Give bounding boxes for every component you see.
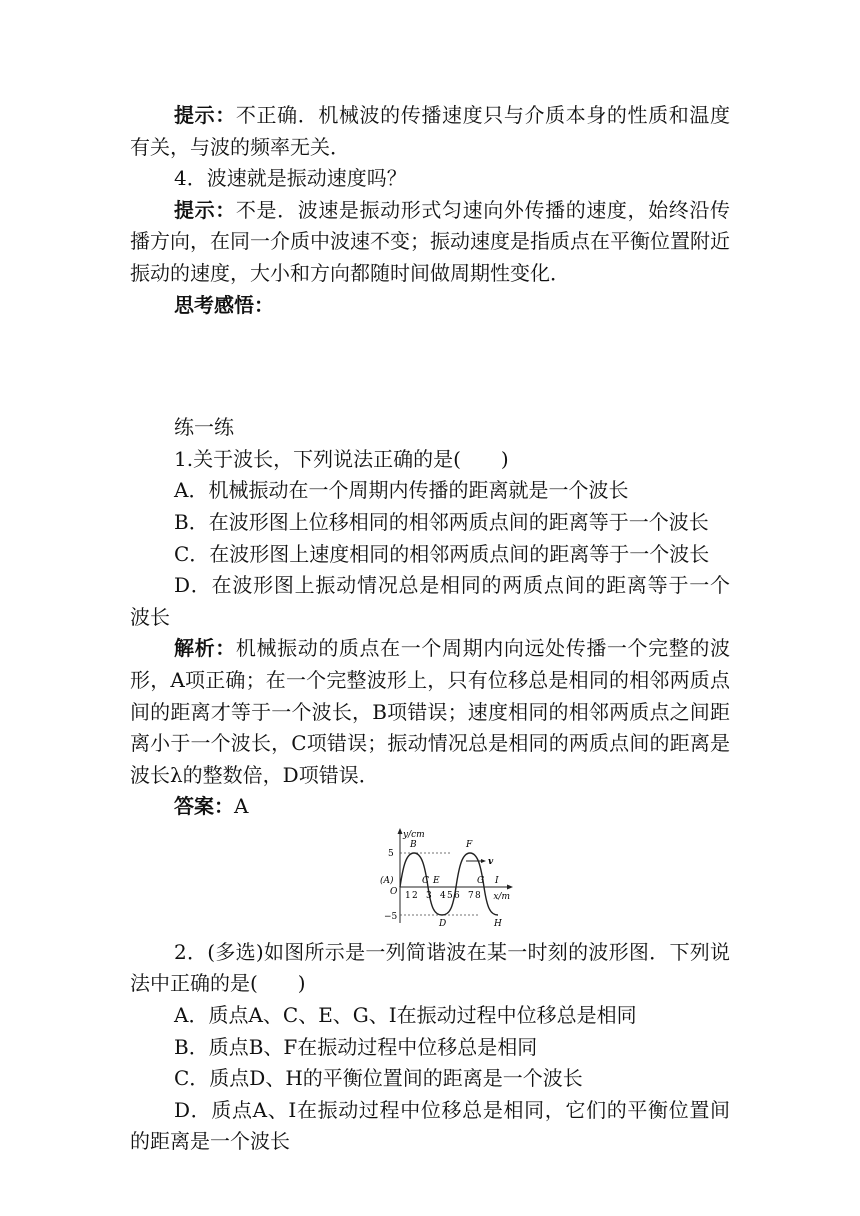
practice-title: 练一练 <box>174 415 234 440</box>
point-c-label: C <box>422 875 429 886</box>
y-tick-positive: 5 <box>388 848 394 859</box>
wave-diagram <box>370 827 520 931</box>
point-f-label: F <box>466 839 473 850</box>
question-2-option-c: C．质点D、H的平衡位置间的距离是一个波长 <box>174 1066 583 1091</box>
question-2-option-a: A．质点A、C、E、G、I在振动过程中位移总是相同 <box>174 1003 637 1028</box>
x-tick-1: 1 <box>405 890 411 901</box>
x-tick-4: 4 <box>440 890 446 901</box>
x-tick-5: 5 <box>447 890 453 901</box>
x-tick-2: 2 <box>412 890 418 901</box>
hint-label: 提示： <box>174 197 236 222</box>
point-h-label: H <box>494 918 502 929</box>
question-2-option-b: B．质点B、F在振动过程中位移总是相同 <box>174 1034 538 1059</box>
question-1-option-b: B．在波形图上位移相同的相邻两质点间的距离等于一个波长 <box>174 509 709 534</box>
question-1-option-d: D．在波形图上振动情况总是相同的两质点间的距离等于一个波长 <box>130 573 730 629</box>
question-1-option-c: C．在波形图上速度相同的相邻两质点间的距离等于一个波长 <box>174 541 710 566</box>
origin-label: O <box>390 886 398 897</box>
hint-text: 不是．波速是振动形式匀速向外传播的速度，始终沿传播方向，在同一介质中波速不变；振动速度是指质点在平衡位置附近振动的速度，大小和方向都随时间做周期性变化． <box>130 197 731 285</box>
analysis-label: 解析： <box>174 636 236 661</box>
y-axis-arrow <box>398 828 403 834</box>
point-i-label: I <box>495 875 499 886</box>
reflection-label: 思考感悟： <box>174 292 274 317</box>
y-tick-negative: −5 <box>384 911 398 922</box>
x-tick-7: 7 <box>468 890 474 901</box>
hint-paragraph-4 <box>130 195 730 290</box>
hint-label: 提示： <box>174 103 236 127</box>
point-g-label: G <box>477 875 485 886</box>
question-1-stem: 1.关于波长，下列说法正确的是( ) <box>174 446 509 471</box>
point-d-label: D <box>439 918 447 929</box>
document-page <box>130 100 730 1158</box>
velocity-label: v <box>488 856 494 867</box>
wave-figure <box>130 827 730 931</box>
question-4: 4．波速就是振动速度吗？ <box>174 166 407 191</box>
y-axis-label: y/cm <box>403 829 425 840</box>
question-2-stem: 2．(多选)如图所示是一列简谐波在某一时刻的波形图．下列说法中正确的是( ) <box>130 939 730 996</box>
x-tick-6: 6 <box>454 890 460 901</box>
hint-text: 不正确．机械波的传播速度只与介质本身的性质和温度有关，与波的频率无关． <box>130 103 731 159</box>
point-e-label: E <box>433 875 440 886</box>
x-axis-label: x/m <box>493 891 510 902</box>
blank-space <box>130 321 730 412</box>
answer-value: A <box>234 794 249 819</box>
question-1-analysis <box>130 633 730 791</box>
point-a-label: (A) <box>380 875 394 886</box>
question-1-answer <box>130 791 730 823</box>
hint-paragraph-3 <box>130 100 730 163</box>
x-tick-3: 3 <box>426 890 432 901</box>
question-1-option-a: A．机械振动在一个周期内传播的距离就是一个波长 <box>174 478 629 503</box>
x-tick-8: 8 <box>475 890 481 901</box>
x-axis-arrow <box>507 884 513 889</box>
analysis-text: 机械振动的质点在一个周期内向远处传播一个完整的波形，A项正确；在一个完整波形上，只有位移总是相同的相邻两质点间的距离才等于一个波长，B项错误；速度相同的相邻两质点之间距离小于一个波长，C项错误；振动情况总是相同的两质点间的距离是波长λ的整数倍，D项错误． <box>130 636 731 787</box>
answer-label: 答案： <box>174 794 234 819</box>
question-2-option-d: D．质点A、I在振动过程中位移总是相同，它们的平衡位置间的距离是一个波长 <box>130 1097 730 1154</box>
point-b-label: B <box>410 839 417 850</box>
